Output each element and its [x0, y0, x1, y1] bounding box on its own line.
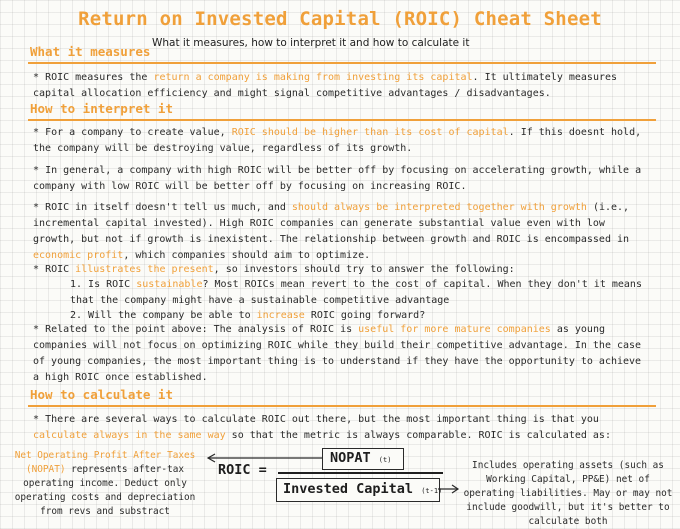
bullet-icon: *: [33, 264, 40, 275]
text: as young companies will not focus on optimizing ROIC while they build their competitive advantage. In the case of young companies, the most important thing is to understand if they have the opportunity to achieve a high ROIC once established.: [33, 324, 642, 383]
text: Related to the point above: The analysis of ROIC is: [45, 324, 359, 335]
page-subtitle: What it measures, how to interpret it and how to calculate it: [152, 37, 470, 49]
text: For a company to create value,: [45, 127, 232, 138]
highlight: sustainable: [136, 279, 203, 290]
text: 1. Is ROIC: [70, 279, 137, 290]
section-heading-interpret: How to interpret it: [30, 101, 173, 116]
highlight: ROIC should be higher than its cost of capital: [231, 127, 509, 138]
note-nopat: [2, 449, 208, 519]
page-title: Return on Invested Capital (ROIC) Cheat Sheet: [78, 8, 602, 30]
formula-lhs: ROIC =: [218, 462, 267, 478]
arrow-right-icon: [438, 485, 458, 493]
note-invested-capital: Includes operating assets (such as Working Capital, PP&E) net of operating liabilities. May or may not include goodwill, but it's better to calculate both: [463, 460, 673, 527]
highlight: increase: [256, 310, 305, 321]
section-heading-what: What it measures: [30, 44, 151, 59]
bullet-icon: *: [33, 165, 40, 176]
text: , so investors should try to answer the following:: [213, 264, 515, 275]
text: . If this doesnt hold, the company will be destroying value, regardless of its growth.: [33, 127, 642, 154]
highlight: calculate always in the same way: [33, 430, 226, 441]
text: ROIC going forward?: [304, 310, 426, 321]
bullet-icon: *: [33, 324, 40, 335]
highlight: useful for more mature companies: [358, 324, 551, 335]
numerator-text: NOPAT: [330, 450, 371, 466]
bullet-icon: *: [33, 127, 40, 138]
highlight: return a company is making from investing its capital: [153, 72, 473, 83]
text: In general, a company with high ROIC will be better off by focusing on accelerating growth, while a company with low ROIC will be better off by focusing on increasing ROIC.: [33, 165, 642, 192]
text: represents after-tax operating income. Deduct only operating costs and depreciation from revs and substract: [14, 464, 196, 517]
text: ROIC: [45, 264, 76, 275]
highlight: Net Operating Profit After Taxes (NOPAT): [14, 450, 196, 475]
text: 2. Will the company be able to: [70, 310, 257, 321]
text: ROIC in itself doesn't tell us much, and: [45, 202, 292, 213]
numerator-subscript: (t): [378, 456, 392, 464]
text: so that the metric is always comparable. ROIC is calculated as:: [225, 430, 611, 441]
arrow-left-icon: [208, 454, 322, 462]
text: ? Most ROICs mean revert to the cost of capital. When they don't it means that the company might have a sustainable competitive advantage: [70, 279, 642, 306]
section-heading-calc: How to calculate it: [30, 387, 173, 402]
bullet-icon: *: [33, 414, 40, 425]
highlight: illustrates the present: [75, 264, 214, 275]
bullet-icon: *: [33, 72, 40, 83]
text: , which companies should aim to optimize.: [123, 250, 371, 261]
text: ROIC measures the: [45, 72, 154, 83]
denominator-subscript: (t-1): [421, 487, 443, 495]
text: . It ultimately measures capital allocation efficiency and might signal competitive advantages / disadvantages.: [33, 72, 618, 99]
text: There are several ways to calculate ROIC out there, but the most important thing is that you: [45, 414, 599, 425]
denominator-text: Invested Capital: [283, 481, 414, 497]
bullet-icon: *: [33, 202, 40, 213]
text: (i.e., incremental capital invested). High ROIC companies can generate substantial value even with low growth, but not if growth is inexistent. The relationship between growth and ROIC is encompassed in: [33, 202, 630, 245]
highlight: should always be interpreted together with growth: [291, 202, 587, 213]
highlight: economic profit: [33, 250, 124, 261]
